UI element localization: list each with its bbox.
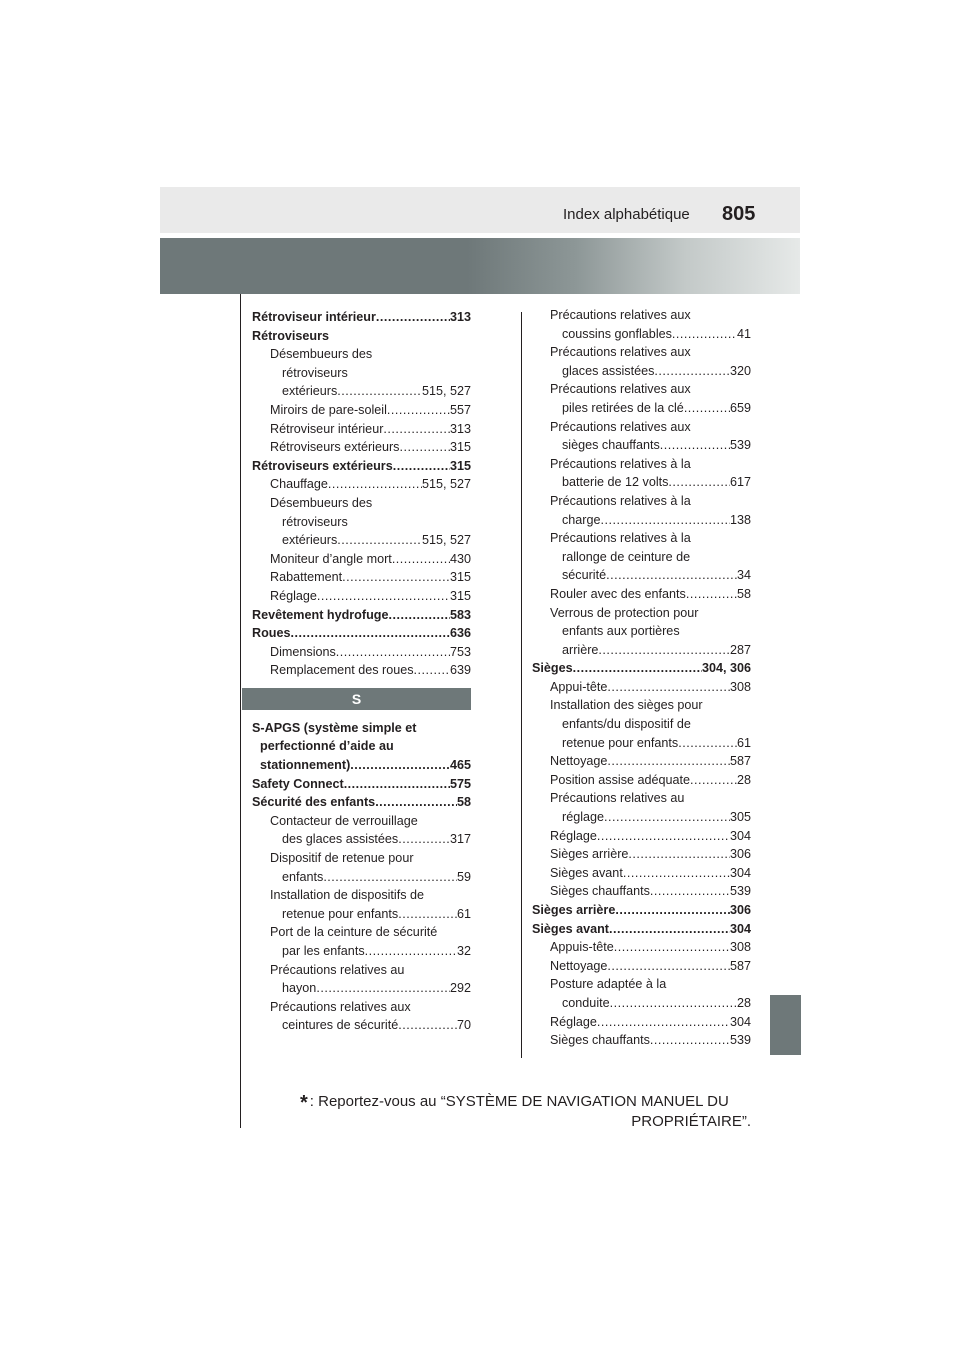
index-page-ref: 306 bbox=[729, 903, 751, 917]
index-entry bbox=[252, 457, 471, 476]
index-term: Sièges bbox=[532, 661, 573, 676]
index-term: Remplacement des roues bbox=[270, 663, 414, 678]
index-term: Précautions relatives à la bbox=[550, 531, 691, 546]
index-entry bbox=[532, 789, 751, 808]
leader-dots bbox=[398, 830, 450, 849]
index-term: Contacteur de verrouillage bbox=[270, 813, 418, 828]
index-page-ref: 617 bbox=[729, 475, 751, 490]
index-entry bbox=[252, 998, 471, 1017]
index-entry bbox=[252, 531, 471, 550]
index-term: Rouler avec des enfants bbox=[550, 586, 686, 601]
index-term: Port de la ceinture de sécurité bbox=[270, 925, 438, 940]
leader-dots bbox=[392, 550, 450, 569]
index-entry bbox=[532, 771, 751, 790]
footnote-line-1: : Reportez-vous au “SYSTÈME DE NAVIGATION MANUEL DU bbox=[309, 1093, 729, 1110]
leader-dots bbox=[597, 827, 730, 846]
leader-dots bbox=[323, 868, 457, 887]
index-page-ref: 317 bbox=[449, 832, 471, 847]
index-entry bbox=[532, 957, 751, 976]
index-page-ref: 287 bbox=[729, 642, 751, 657]
index-entry bbox=[532, 436, 751, 455]
index-page-ref: 304 bbox=[729, 865, 751, 880]
index-term: Rétroviseurs extérieurs bbox=[270, 440, 400, 455]
index-term: Nettoyage bbox=[550, 958, 608, 973]
index-term: Safety Connect bbox=[252, 776, 344, 791]
index-term: S-APGS (système simple et bbox=[252, 720, 417, 735]
index-entry bbox=[532, 492, 751, 511]
index-term: extérieurs bbox=[282, 533, 338, 548]
index-entry bbox=[532, 938, 751, 957]
index-term: Dispositif de retenue pour bbox=[270, 851, 414, 866]
index-entry bbox=[252, 830, 471, 849]
index-page-ref: 304 bbox=[729, 921, 751, 936]
leader-dots bbox=[660, 436, 730, 455]
index-entry bbox=[252, 756, 471, 775]
leader-dots bbox=[387, 401, 450, 420]
leader-dots bbox=[604, 808, 730, 827]
index-page-ref: 753 bbox=[449, 644, 471, 659]
index-entry bbox=[532, 1031, 751, 1050]
index-entry bbox=[532, 845, 751, 864]
index-term: Sécurité des enfants bbox=[252, 795, 376, 810]
index-term: Miroirs de pare-soleil bbox=[270, 402, 387, 417]
index-entry bbox=[532, 808, 751, 827]
index-page-ref: 306 bbox=[729, 847, 751, 862]
index-term: Précautions relatives aux bbox=[270, 999, 411, 1014]
index-term: sécurité bbox=[562, 568, 607, 583]
index-entry bbox=[252, 942, 471, 961]
leader-dots bbox=[654, 362, 730, 381]
leader-dots bbox=[678, 734, 737, 753]
leader-dots bbox=[328, 475, 422, 494]
index-column-right bbox=[532, 306, 751, 1050]
leader-dots bbox=[337, 531, 422, 550]
leader-dots bbox=[615, 901, 730, 920]
index-entry bbox=[252, 905, 471, 924]
index-entry bbox=[252, 382, 471, 401]
leader-dots bbox=[399, 438, 450, 457]
index-entry bbox=[252, 345, 471, 364]
index-entry bbox=[532, 920, 751, 939]
index-term: coussins gonflables bbox=[562, 326, 672, 341]
index-entry bbox=[532, 604, 751, 623]
leader-dots bbox=[393, 457, 450, 476]
index-term: Appui-tête bbox=[550, 679, 608, 694]
index-term: ceintures de sécurité bbox=[282, 1018, 399, 1033]
index-term: Nettoyage bbox=[550, 754, 608, 769]
index-entry bbox=[252, 923, 471, 942]
index-term: par les enfants bbox=[282, 944, 365, 958]
leader-dots bbox=[337, 382, 422, 401]
index-page-ref: 304 bbox=[729, 1014, 751, 1029]
leader-dots bbox=[601, 511, 730, 530]
index-page-ref: 539 bbox=[729, 1033, 751, 1048]
index-entry bbox=[252, 719, 471, 738]
index-term: Précautions relatives aux bbox=[550, 308, 691, 322]
index-entry bbox=[252, 1016, 471, 1035]
leader-dots bbox=[628, 845, 730, 864]
leader-dots bbox=[607, 752, 730, 771]
index-page-ref: 539 bbox=[729, 884, 751, 899]
header-bar bbox=[160, 187, 800, 233]
index-group-s bbox=[252, 719, 471, 1035]
index-page-ref: 138 bbox=[729, 512, 751, 527]
index-entry bbox=[532, 585, 751, 604]
leader-dots bbox=[668, 473, 730, 492]
index-entry bbox=[532, 622, 751, 641]
index-entry bbox=[532, 511, 751, 530]
leader-dots bbox=[388, 606, 450, 625]
index-page-ref: 515, 527 bbox=[421, 384, 471, 399]
leader-dots bbox=[650, 1031, 730, 1050]
index-entry bbox=[532, 641, 751, 660]
leader-dots bbox=[573, 659, 702, 678]
leader-dots bbox=[317, 587, 450, 606]
index-page-ref: 32 bbox=[456, 944, 471, 958]
leader-dots bbox=[614, 938, 730, 957]
index-term: Rétroviseurs extérieurs bbox=[252, 458, 393, 473]
index-page-ref: 28 bbox=[736, 772, 751, 787]
leader-dots bbox=[607, 957, 730, 976]
index-page-ref: 308 bbox=[729, 940, 751, 955]
index-entry bbox=[252, 568, 471, 587]
index-entry bbox=[532, 901, 751, 920]
decorative-gradient-band bbox=[160, 238, 800, 294]
index-page-ref: 308 bbox=[729, 679, 751, 694]
index-page-ref: 61 bbox=[736, 735, 751, 750]
index-term: Position assise adéquate bbox=[550, 772, 691, 787]
leader-dots bbox=[598, 641, 730, 660]
index-term: Installation des sièges pour bbox=[550, 698, 703, 713]
index-page-ref: 557 bbox=[449, 402, 471, 417]
leader-dots bbox=[690, 771, 737, 790]
leader-dots bbox=[686, 585, 737, 604]
index-page-ref: 315 bbox=[449, 440, 471, 455]
index-entry bbox=[532, 994, 751, 1013]
index-term: Désembueurs des bbox=[270, 347, 373, 362]
section-letter-s: S bbox=[242, 688, 471, 710]
index-term: Rabattement bbox=[270, 570, 343, 585]
leader-dots bbox=[376, 308, 450, 327]
index-term: Sièges arrière bbox=[532, 903, 616, 917]
index-group-r bbox=[252, 308, 471, 680]
index-term: Chauffage bbox=[270, 477, 328, 492]
index-page-ref: 315 bbox=[449, 588, 471, 603]
index-term: Roues bbox=[252, 626, 291, 641]
index-page-ref: 465 bbox=[449, 758, 471, 773]
index-term: conduite bbox=[562, 995, 610, 1010]
index-term: Précautions relatives aux bbox=[550, 382, 691, 397]
index-page-ref: 515, 527 bbox=[421, 477, 471, 492]
page-title: Index alphabétique bbox=[563, 206, 690, 223]
index-entry bbox=[252, 494, 471, 513]
index-page-ref: 583 bbox=[449, 607, 471, 622]
index-term: retenue pour enfants bbox=[282, 906, 399, 921]
index-term: rétroviseurs bbox=[282, 365, 348, 380]
index-term: des glaces assistées bbox=[282, 832, 399, 847]
leader-dots bbox=[375, 793, 457, 812]
index-term: charge bbox=[562, 512, 601, 527]
index-term: Précautions relatives au bbox=[270, 962, 405, 977]
index-term: Réglage bbox=[270, 588, 317, 603]
index-term: Installation de dispositifs de bbox=[270, 888, 425, 903]
index-page-ref: 313 bbox=[449, 421, 471, 436]
index-term: rétroviseurs bbox=[282, 514, 348, 529]
index-page-ref: 305 bbox=[729, 810, 751, 825]
index-term: réglage bbox=[562, 810, 605, 825]
left-margin-rule bbox=[240, 294, 241, 1128]
index-term: enfants aux portières bbox=[562, 624, 680, 639]
leader-dots bbox=[316, 979, 450, 998]
index-term: Sièges arrière bbox=[550, 847, 629, 862]
index-entry bbox=[252, 961, 471, 980]
index-entry bbox=[532, 752, 751, 771]
index-page-ref: 58 bbox=[736, 586, 751, 601]
index-page-ref: 575 bbox=[449, 776, 471, 791]
index-entry bbox=[532, 827, 751, 846]
index-page-ref: 313 bbox=[449, 310, 471, 324]
index-term: Rétroviseur intérieur bbox=[252, 310, 376, 324]
index-entry bbox=[252, 606, 471, 625]
index-term: Réglage bbox=[550, 828, 597, 843]
index-term: Dimensions bbox=[270, 644, 336, 659]
index-entry bbox=[252, 849, 471, 868]
index-term: Moniteur d’angle mort bbox=[270, 551, 392, 566]
index-entry bbox=[252, 327, 471, 346]
footnote-line-2: PROPRIÉTAIRE”. bbox=[631, 1112, 751, 1130]
index-entry bbox=[532, 380, 751, 399]
index-term: Sièges chauffants bbox=[550, 884, 650, 899]
index-entry bbox=[532, 864, 751, 883]
index-term: hayon bbox=[282, 981, 317, 996]
leader-dots bbox=[398, 905, 457, 924]
index-term: Précautions relatives à la bbox=[550, 456, 691, 471]
index-entry bbox=[532, 362, 751, 381]
index-term: Précautions relatives aux bbox=[550, 419, 691, 434]
index-page-ref: 430 bbox=[449, 551, 471, 566]
index-term: glaces assistées bbox=[562, 363, 655, 378]
index-term: Réglage bbox=[550, 1014, 597, 1029]
index-entry bbox=[252, 793, 471, 812]
index-entry bbox=[252, 364, 471, 383]
index-entry bbox=[532, 882, 751, 901]
index-page-ref: 292 bbox=[449, 981, 471, 996]
leader-dots bbox=[365, 942, 457, 961]
index-entry bbox=[252, 513, 471, 532]
leader-dots bbox=[650, 882, 730, 901]
index-page-ref: 587 bbox=[729, 754, 751, 769]
index-entry bbox=[532, 678, 751, 697]
index-term: piles retirées de la clé bbox=[562, 400, 684, 415]
index-entry bbox=[252, 643, 471, 662]
index-page-ref: 320 bbox=[729, 363, 751, 378]
index-entry bbox=[252, 550, 471, 569]
index-page-ref: 639 bbox=[449, 663, 471, 678]
index-entry bbox=[252, 737, 471, 756]
leader-dots bbox=[342, 568, 450, 587]
index-entry bbox=[532, 399, 751, 418]
index-term: rallonge de ceinture de bbox=[562, 549, 691, 564]
index-term: Verrous de protection pour bbox=[550, 605, 699, 620]
index-page-ref: 70 bbox=[456, 1018, 471, 1033]
index-page-ref: 59 bbox=[456, 869, 471, 884]
page-number: 805 bbox=[722, 203, 756, 225]
index-page-ref: 315 bbox=[449, 570, 471, 585]
leader-dots bbox=[344, 775, 450, 794]
index-page-ref: 587 bbox=[729, 958, 751, 973]
index-term: Rétroviseur intérieur bbox=[270, 421, 384, 436]
footnote-star: * bbox=[300, 1092, 308, 1114]
chapter-thumb-tab bbox=[770, 995, 801, 1055]
index-term: Appuis-tête bbox=[550, 940, 614, 955]
index-entry bbox=[532, 548, 751, 567]
index-term: enfants bbox=[282, 869, 324, 884]
leader-dots bbox=[336, 643, 450, 662]
index-entry bbox=[532, 306, 751, 325]
index-entry bbox=[252, 812, 471, 831]
index-entry bbox=[532, 455, 751, 474]
leader-dots bbox=[414, 661, 450, 680]
index-page-ref: 28 bbox=[736, 995, 751, 1010]
leader-dots bbox=[350, 756, 450, 775]
index-page-ref: 58 bbox=[456, 795, 471, 810]
leader-dots bbox=[610, 994, 737, 1013]
index-entry bbox=[252, 420, 471, 439]
index-entry bbox=[252, 475, 471, 494]
leader-dots bbox=[291, 624, 450, 643]
index-entry bbox=[532, 529, 751, 548]
index-entry bbox=[532, 975, 751, 994]
leader-dots bbox=[398, 1016, 457, 1035]
index-entry bbox=[252, 308, 471, 327]
leader-dots bbox=[672, 325, 737, 344]
index-term: Posture adaptée à la bbox=[550, 977, 667, 992]
index-term: Désembueurs des bbox=[270, 495, 373, 510]
index-page-ref: 539 bbox=[729, 438, 751, 453]
index-entry bbox=[532, 566, 751, 585]
index-term: retenue pour enfants bbox=[562, 735, 679, 750]
index-page-ref: 304, 306 bbox=[701, 661, 751, 676]
index-term: Sièges avant bbox=[550, 865, 623, 880]
index-term: Sièges chauffants bbox=[550, 1033, 650, 1048]
index-entry bbox=[252, 438, 471, 457]
index-term: Rétroviseurs bbox=[252, 328, 329, 343]
index-term: Précautions relatives au bbox=[550, 791, 685, 806]
leader-dots bbox=[609, 920, 730, 939]
index-entry bbox=[532, 715, 751, 734]
index-term: Revêtement hydrofuge bbox=[252, 607, 389, 622]
index-page-ref: 304 bbox=[729, 828, 751, 843]
index-entry bbox=[532, 473, 751, 492]
index-page-ref: 659 bbox=[729, 400, 751, 415]
index-term: Précautions relatives à la bbox=[550, 493, 691, 508]
index-entry bbox=[532, 734, 751, 753]
index-term: stationnement) bbox=[260, 758, 351, 773]
index-term: extérieurs bbox=[282, 384, 338, 399]
index-page-ref: 315 bbox=[449, 458, 471, 473]
index-entry bbox=[252, 661, 471, 680]
index-entry bbox=[252, 775, 471, 794]
column-divider bbox=[521, 312, 522, 1058]
index-term: Précautions relatives aux bbox=[550, 345, 691, 360]
leader-dots bbox=[607, 678, 730, 697]
leader-dots bbox=[684, 399, 730, 418]
index-term: perfectionné d’aide au bbox=[260, 739, 394, 754]
index-page-ref: 636 bbox=[449, 626, 471, 641]
index-term: arrière bbox=[562, 642, 599, 657]
index-term: batterie de 12 volts bbox=[562, 475, 669, 490]
leader-dots bbox=[606, 566, 737, 585]
index-term: enfants/du dispositif de bbox=[562, 717, 691, 732]
index-entry bbox=[532, 1013, 751, 1032]
leader-dots bbox=[623, 864, 730, 883]
index-page-ref: 34 bbox=[736, 568, 751, 583]
index-term: sièges chauffants bbox=[562, 438, 660, 453]
index-page-ref: 515, 527 bbox=[421, 533, 471, 548]
index-group-s-continued bbox=[532, 306, 751, 1050]
index-entry bbox=[252, 624, 471, 643]
index-entry bbox=[252, 401, 471, 420]
index-entry bbox=[252, 587, 471, 606]
index-page-ref: 41 bbox=[736, 326, 751, 341]
index-page-ref: 61 bbox=[456, 906, 471, 921]
index-entry bbox=[252, 886, 471, 905]
leader-dots bbox=[597, 1013, 730, 1032]
index-entry bbox=[532, 418, 751, 437]
index-entry bbox=[532, 325, 751, 344]
index-entry bbox=[252, 868, 471, 887]
footnote bbox=[300, 1093, 751, 1131]
index-entry bbox=[532, 343, 751, 362]
index-column-left bbox=[252, 308, 471, 1035]
leader-dots bbox=[383, 420, 450, 439]
index-entry bbox=[532, 696, 751, 715]
index-term: Sièges avant bbox=[532, 921, 610, 936]
index-entry bbox=[532, 659, 751, 678]
index-entry bbox=[252, 979, 471, 998]
